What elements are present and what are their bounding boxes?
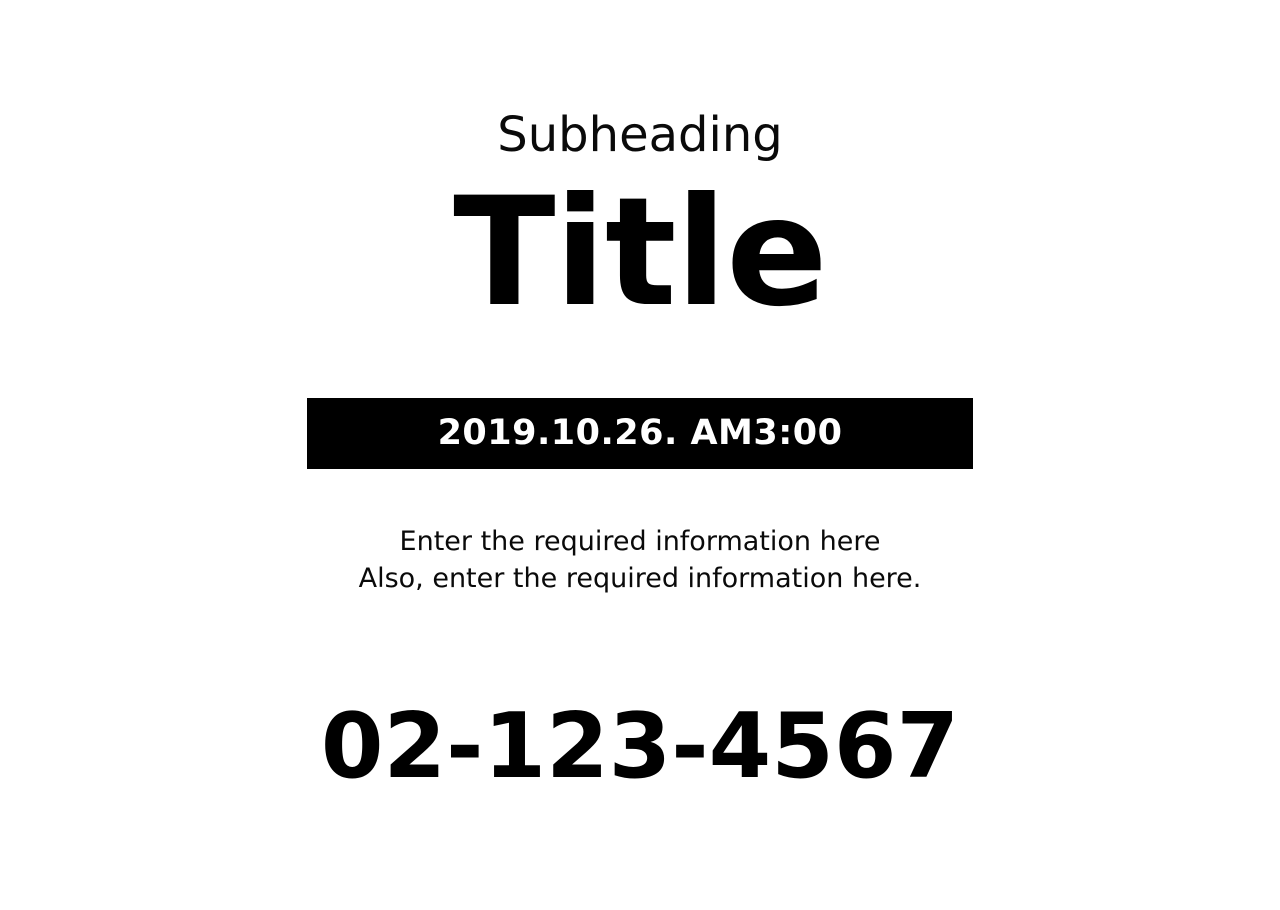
description-line-2: Also, enter the required information here. [358, 562, 922, 594]
date-badge-text: 2019.10.26. AM3:00 [437, 413, 843, 454]
poster-title: Title [453, 166, 827, 341]
date-badge [307, 398, 973, 469]
contact-phone-number: 02-123-4567 [320, 693, 960, 799]
description-line-1: Enter the required information here [399, 526, 881, 558]
poster-subheading: Subheading [497, 107, 783, 163]
poster-description [359, 524, 922, 596]
